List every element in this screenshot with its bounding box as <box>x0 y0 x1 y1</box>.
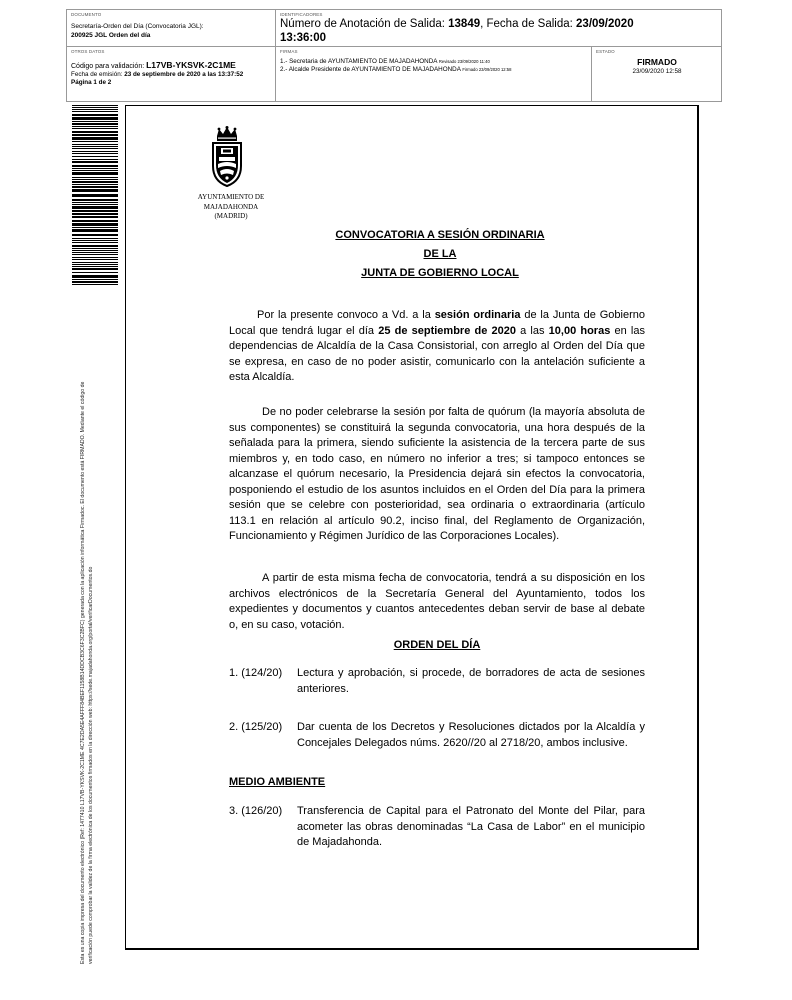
item-3-text: Transferencia de Capital para el Patronato del Monte del Pilar, para acometer las obras denominadas “La Casa de Labor” en el municipio de Majadahonda. <box>297 805 645 848</box>
title-line2: DE LA <box>423 248 457 260</box>
item-1-text: Lectura y aprobación, si procede, de borradores de acta de sesiones anteriores. <box>297 667 645 695</box>
documento-line2: 200925 JGL Orden del día <box>71 32 151 39</box>
anotacion-hora: 13:36:00 <box>280 32 327 44</box>
verification-line-1: Esta es una copia impresa del documento electrónico (Ref: 1477410 L17VB-YKSVK-2C1ME 4C7E2DA5E4AFFF84BEF1158B14DDCB3C6F3C2BFC) generada con la aplicación informática Firmadoc. El documento está FIRMADO. Mediante el código de <box>80 381 86 964</box>
fecha-emision <box>71 71 243 79</box>
barcode-image <box>72 105 118 286</box>
fecha-emision-prefix: Fecha de emisión: <box>71 71 125 78</box>
anotacion-prefix: Número de Anotación de Salida: <box>280 18 449 30</box>
firma-1-note: Revisado 23/09/2020 11:40 <box>438 59 490 64</box>
documento-cell <box>67 10 276 47</box>
document-header <box>66 9 722 102</box>
title-line1: CONVOCATORIA A SESIÓN ORDINARIA <box>335 229 545 241</box>
verification-line-2: verificación puede comprobar la validez de la firma electrónica de los documentos firmados en la dirección web: https://sede.majadahonda.org/portal/verificarDocumentos.do <box>87 566 94 964</box>
coat-of-arms-logo <box>208 126 246 188</box>
anotacion-fecha: 23/09/2020 <box>576 18 634 30</box>
estado-cell <box>592 47 722 102</box>
codigo-prefix: Código para validación: <box>71 63 147 70</box>
estado-label: ESTADO <box>596 49 615 54</box>
paragraph-archivos: A partir de esta misma fecha de convocatoria, tendrá a su disposición en los archivos electrónicos de la Secretaría General del Ayuntamiento, todos los expedientes y documentos y cuantos antecedentes deban servir de base al debate o, en su caso, votación. <box>229 572 645 631</box>
firma-2 <box>280 66 511 74</box>
institution-name <box>181 193 281 222</box>
anotacion-mid: , Fecha de Salida: <box>480 18 577 30</box>
item-1-number: 1. (124/20) <box>229 667 283 679</box>
pagina-indicator: Página 1 de 2 <box>71 79 112 86</box>
documento-label: DOCUMENTO <box>71 12 102 17</box>
para1-fecha: 25 de septiembre de 2020 <box>378 324 516 337</box>
para1-text-3: a las <box>515 324 549 337</box>
para1-hora: 10,00 horas <box>548 324 611 337</box>
item-3-number: 3. (126/20) <box>229 805 283 817</box>
verification-side-text <box>80 299 95 964</box>
firmas-label: FIRMAS <box>280 49 298 54</box>
para1-text-4: en las dependencias de Alcaldía de la Casa Consistorial, con arreglo al Orden del Día que se expresa, en caso de no poder asistir, comunicarlo con la antelación suficiente a esta Alcaldía. <box>229 324 645 383</box>
item-2-number: 2. (125/20) <box>229 721 283 733</box>
para1-text-2: de la Junta de Gobierno Local que tendrá lugar el día <box>229 309 645 337</box>
estado-date: 23/09/2020 12:58 <box>632 68 682 75</box>
documento-line1: Secretaría-Orden del Día (Convocatoria JGL): <box>71 23 204 30</box>
firma-2-text: 2.- Alcalde Presidente de AYUNTAMIENTO DE MAJADAHONDA <box>280 66 461 73</box>
estado-value: FIRMADO <box>637 57 677 67</box>
firma-1 <box>280 58 490 66</box>
orden-del-dia-title: ORDEN DEL DÍA <box>393 639 481 651</box>
para1-text-1: Por la presente convoco a Vd. a la <box>257 309 435 321</box>
item-2-text: Dar cuenta de los Decretos y Resoluciones dictados por la Alcaldía y Concejales Delegados núms. 2620//20 al 2718/20, ambos inclusive. <box>297 721 645 749</box>
paragraph-quorum: De no poder celebrarse la sesión por falta de quórum (la mayoría absoluta de sus componentes) se constituirá la segunda convocatoria, una hora después de la señalada para la primera, siendo suficiente la asistencia de la tercera parte de sus miembros y, en todo caso, en número no inferior a tres; si tampoco entonces se alcanzase el quórum necesario, la Presidencia dejará sin efectos la convocatoria, posponiendo el estudio de los asuntos incluidos en el Orden del Día para la primera sesión que se celebre con posterioridad, sea ordinaria o extraordinaria (artículo 113.1 en relación al artículo 90.2, inciso final, del Reglamento de Organización, Funcionamiento y Régimen Jurídico de las Corporaciones Locales). <box>229 406 645 542</box>
otros-datos-cell <box>67 47 276 102</box>
para1-sesion: sesión ordinaria <box>434 309 521 321</box>
title-line3: JUNTA DE GOBIERNO LOCAL <box>361 267 519 279</box>
identificadores-label: IDENTIFICADORES <box>280 12 323 17</box>
institution-line1: AYUNTAMIENTO DE <box>197 193 265 201</box>
otros-datos-label: OTROS DATOS <box>71 49 105 54</box>
firma-1-text: 1.- Secretaria de AYUNTAMIENTO DE MAJADAHONDA <box>280 58 438 65</box>
identificadores-cell <box>276 10 722 47</box>
firma-2-note: Firmado 23/09/2020 12:58 <box>462 67 512 72</box>
institution-line2: MAJADAHONDA <box>203 202 259 211</box>
section-medio-ambiente: MEDIO AMBIENTE <box>229 776 326 788</box>
paragraph-convocatoria <box>229 308 645 386</box>
codigo-value: L17VB-YKSVK-2C1ME <box>146 60 236 70</box>
firmas-cell <box>276 47 592 102</box>
fecha-emision-value: 23 de septiembre de 2020 a las 13:37:52 <box>124 71 244 78</box>
anotacion-salida <box>280 18 634 31</box>
anotacion-numero: 13849 <box>448 18 481 30</box>
institution-line3: (MADRID) <box>214 212 248 220</box>
